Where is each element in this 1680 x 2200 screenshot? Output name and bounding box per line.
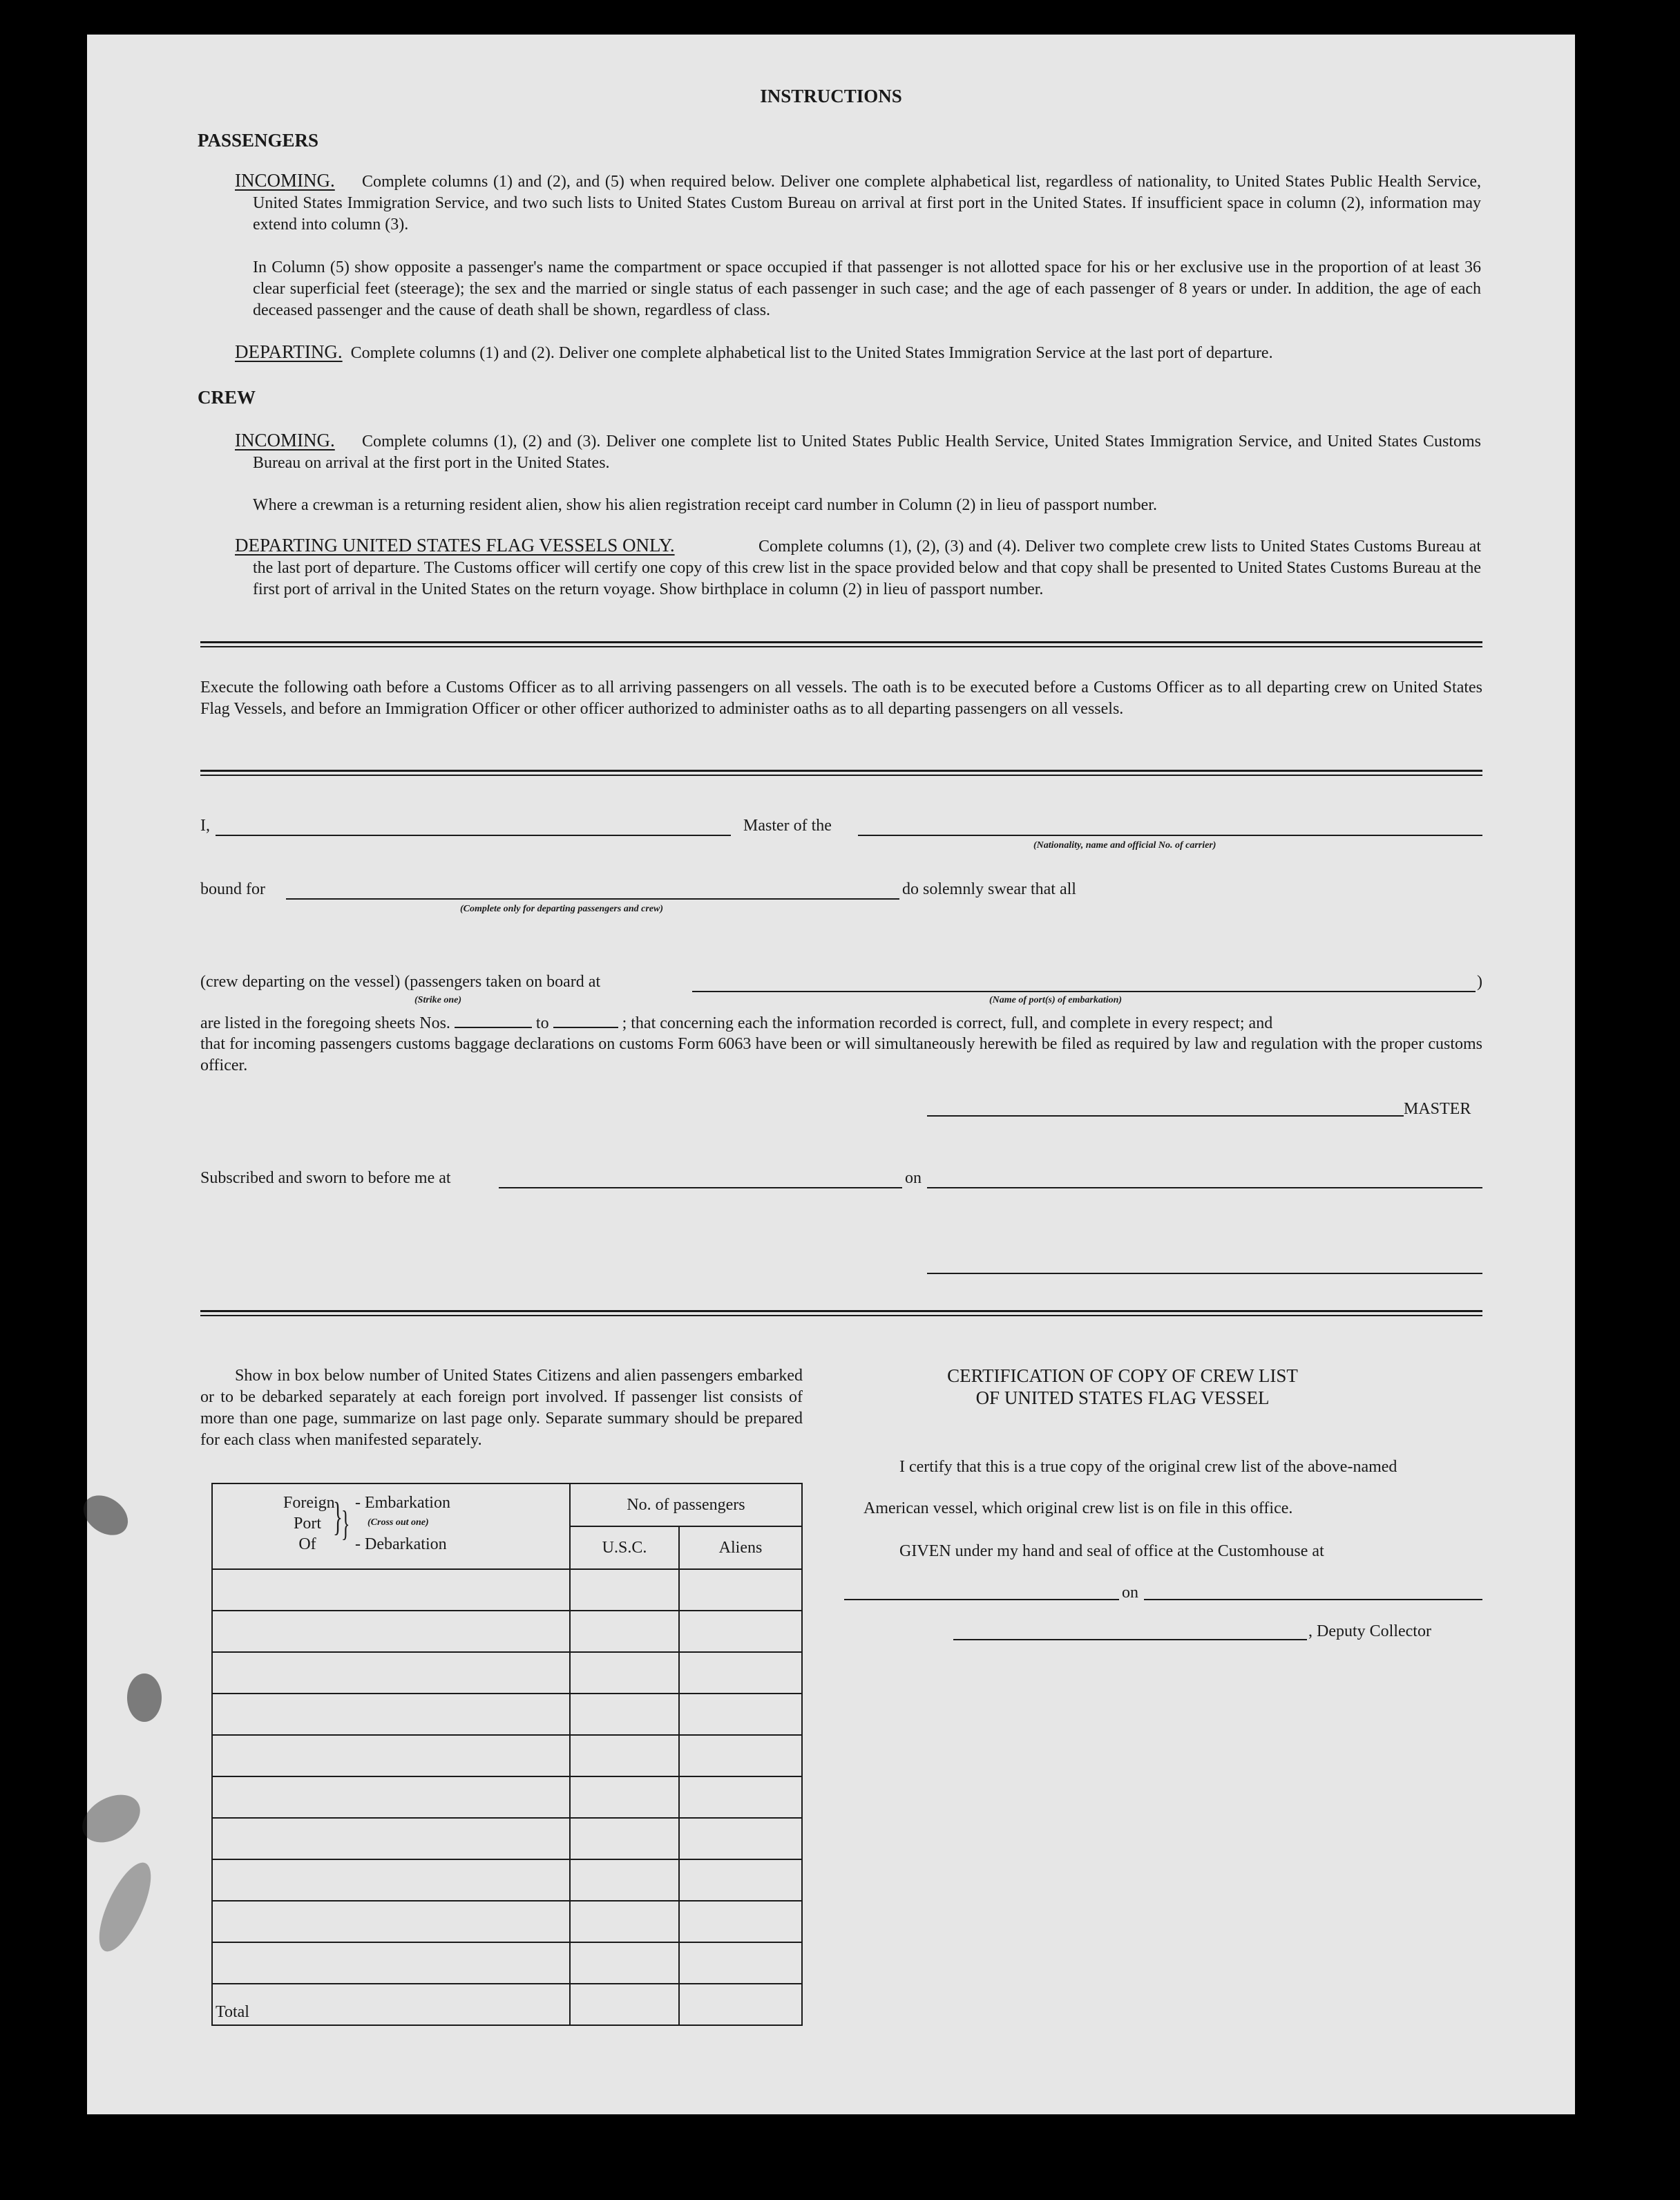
do-swear-label: do solemnly swear that all: [902, 880, 1076, 898]
subscribed-label: Subscribed and sworn to before me at: [200, 1169, 451, 1187]
table-row[interactable]: [212, 1942, 802, 1984]
master-label: MASTER: [1404, 1100, 1471, 1118]
passengers-column5-paragraph: In Column (5) show opposite a passenger's name the compartment or space occupied if that passenger is not allotted space for his or her exclusive use in the proportion of at least 36 clear superficial feet (steerage); the sex and the married or single status of each passenger in such case; and the age of each passenger of 8 years or under. In addition, the age of each deceased passenger and the cause of death shall be shown, regardless of class.: [253, 258, 1481, 319]
table-row[interactable]: [212, 1694, 802, 1735]
aliens-header: Aliens: [679, 1526, 802, 1569]
master-name-field[interactable]: [216, 835, 731, 836]
passengers-heading: PASSENGERS: [198, 130, 319, 151]
crew-departing-text: Complete columns (1), (2), (3) and (4). Deliver two complete crew lists to United States Customs Bureau at the last port of departure. The Customs officer will certify one copy of this crew list in the space provided below and that copy shall be presented to United States Customs Bureau at the first port of arrival in the United States on the return voyage. Show birthplace in column (2) in lieu of passport number.: [253, 538, 1481, 598]
usc-header: U.S.C.: [570, 1526, 679, 1569]
certification-heading-2: OF UNITED STATES FLAG VESSEL: [975, 1387, 1270, 1408]
crew-incoming-text: Complete columns (1), (2) and (3). Deliver one complete list to United States Public Health Service, United States Immigration Service, and United States Customs Bureau on arrival at the first port in the United States.: [253, 433, 1481, 472]
embarkation-label: - Embarkation: [355, 1494, 450, 1512]
listed-rest: that for incoming passengers customs baggage declarations on customs Form 6063 have been or will simultaneously herewith be filed as required by law and regulation with the proper customs officer.: [200, 1035, 1482, 1074]
deputy-collector-label: , Deputy Collector: [1308, 1622, 1431, 1640]
crew-alien-paragraph: Where a crewman is a returning resident alien, show his alien registration receipt card number in Column (2) in lieu of passport number.: [253, 496, 1157, 514]
crew-departing-label: (crew departing on the vessel) (passengers taken on board at: [200, 973, 601, 991]
scan-smudge: [76, 1487, 135, 1543]
brace-icon-2: }: [341, 1504, 350, 1544]
departing-caption: (Complete only for departing passengers and crew): [460, 904, 663, 914]
master-signature-field[interactable]: [927, 1115, 1404, 1117]
listed-label-a: are listed in the foregoing sheets Nos.: [200, 1014, 450, 1032]
bound-for-label: bound for: [200, 880, 265, 898]
passengers-count-header: No. of passengers: [570, 1483, 802, 1526]
customhouse-field[interactable]: [844, 1599, 1119, 1600]
passengers-departing-text: Complete columns (1) and (2). Deliver one complete alphabetical list to the United States Immigration Service at the last port of departure.: [350, 344, 1273, 362]
carrier-field[interactable]: [858, 835, 1482, 836]
sworn-on-label: on: [905, 1169, 922, 1187]
nationality-caption: (Nationality, name and official No. of carrier): [1033, 840, 1216, 851]
passengers-departing-paragraph: [235, 341, 1273, 364]
crew-departing-label: DEPARTING UNITED STATES FLAG VESSELS ONLY.: [235, 535, 675, 556]
certify-line-1: I certify that this is a true copy of the original crew list of the above-named: [899, 1458, 1397, 1476]
form-page: [87, 35, 1575, 2114]
passengers-incoming-label: INCOMING.: [235, 170, 335, 191]
divider-rule-2: [200, 770, 1482, 776]
listed-label-b: ; that concerning each the information recorded is correct, full, and complete in every respect; and: [622, 1014, 1273, 1032]
sworn-place-field[interactable]: [499, 1187, 902, 1188]
divider-rule-1: [200, 641, 1482, 647]
bound-for-field[interactable]: [286, 898, 899, 900]
summary-instruction: Show in box below number of United States Citizens and alien passengers embarked or to be debarked separately at each foreign port involved. If passenger list consists of more than one page, summarize on last page only. Separate summary should be prepared for each class when manifested separately.: [200, 1367, 803, 1449]
of-label: Of: [298, 1535, 316, 1553]
passenger-summary-table: [211, 1483, 803, 2026]
crew-departing-paragraph: [235, 535, 1481, 600]
strike-caption: (Strike one): [414, 995, 462, 1005]
scan-smudge: [89, 1856, 161, 1958]
cert-on-label: on: [1122, 1584, 1138, 1602]
certification-heading-1: CERTIFICATION OF COPY OF CREW LIST: [947, 1365, 1298, 1386]
close-paren: ): [1477, 973, 1482, 991]
master-of-label: Master of the: [743, 817, 832, 835]
scan-smudge: [127, 1673, 162, 1722]
scan-smudge: [74, 1785, 149, 1852]
table-row[interactable]: [212, 1818, 802, 1859]
port-caption: (Name of port(s) of embarkation): [989, 995, 1123, 1005]
officer-signature-field[interactable]: [927, 1273, 1482, 1274]
port-label: Port: [293, 1515, 321, 1533]
crew-incoming-label: INCOMING.: [235, 430, 335, 451]
total-aliens-cell[interactable]: [679, 1984, 802, 2025]
total-label: Total: [212, 1984, 570, 2025]
passengers-incoming-paragraph: [235, 170, 1481, 236]
total-usc-cell[interactable]: [570, 1984, 679, 2025]
table-row[interactable]: [212, 1776, 802, 1818]
divider-rule-3: [200, 1310, 1482, 1316]
listed-to-label: to: [535, 1014, 549, 1032]
given-line: GIVEN under my hand and seal of office at the Customhouse at: [899, 1542, 1324, 1560]
foreign-port-header: [212, 1483, 570, 1569]
sheet-from-field[interactable]: [455, 1013, 532, 1028]
cert-date-field[interactable]: [1144, 1599, 1482, 1600]
cross-out-caption: (Cross out one): [368, 1517, 429, 1528]
page-title: INSTRUCTIONS: [760, 86, 902, 106]
crew-heading: CREW: [198, 387, 256, 408]
table-row[interactable]: [212, 1901, 802, 1942]
total-row: [212, 1984, 802, 2025]
table-row[interactable]: [212, 1735, 802, 1776]
certify-line-2: American vessel, which original crew list is on file in this office.: [863, 1499, 1293, 1517]
passengers-incoming-text: Complete columns (1) and (2), and (5) when required below. Deliver one complete alphabetical list, regardless of nationality, to United States Public Health Service, United States Immigration Service, and two such lists to United States Custom Bureau on arrival at first port in the United States. If insufficient space in column (2), information may extend into column (3).: [253, 173, 1481, 234]
table-row[interactable]: [212, 1611, 802, 1652]
oath-intro: Execute the following oath before a Customs Officer as to all arriving passengers on all vessels. The oath is to be executed before a Customs Officer as to all departing crew on United States Flag Vessels, and before an Immigration Officer or other officer authorized to administer oaths as to all departing passengers on all vessels.: [200, 679, 1482, 718]
table-row[interactable]: [212, 1859, 802, 1901]
debarkation-label: - Debarkation: [355, 1535, 447, 1553]
table-row[interactable]: [212, 1569, 802, 1611]
listed-sheets-line: [200, 1013, 1272, 1034]
passengers-departing-label: DEPARTING.: [235, 341, 343, 362]
sheet-to-field[interactable]: [553, 1013, 618, 1028]
deputy-signature-field[interactable]: [953, 1639, 1307, 1640]
oath-i-label: I,: [200, 817, 210, 835]
table-header-row-1: [212, 1483, 802, 1526]
sworn-date-field[interactable]: [927, 1187, 1482, 1188]
brace-icon: }: [333, 1494, 343, 1539]
foreign-label: Foreign: [283, 1494, 335, 1512]
embarkation-port-field[interactable]: [692, 991, 1476, 992]
crew-incoming-paragraph: [235, 430, 1481, 474]
table-row[interactable]: [212, 1652, 802, 1694]
